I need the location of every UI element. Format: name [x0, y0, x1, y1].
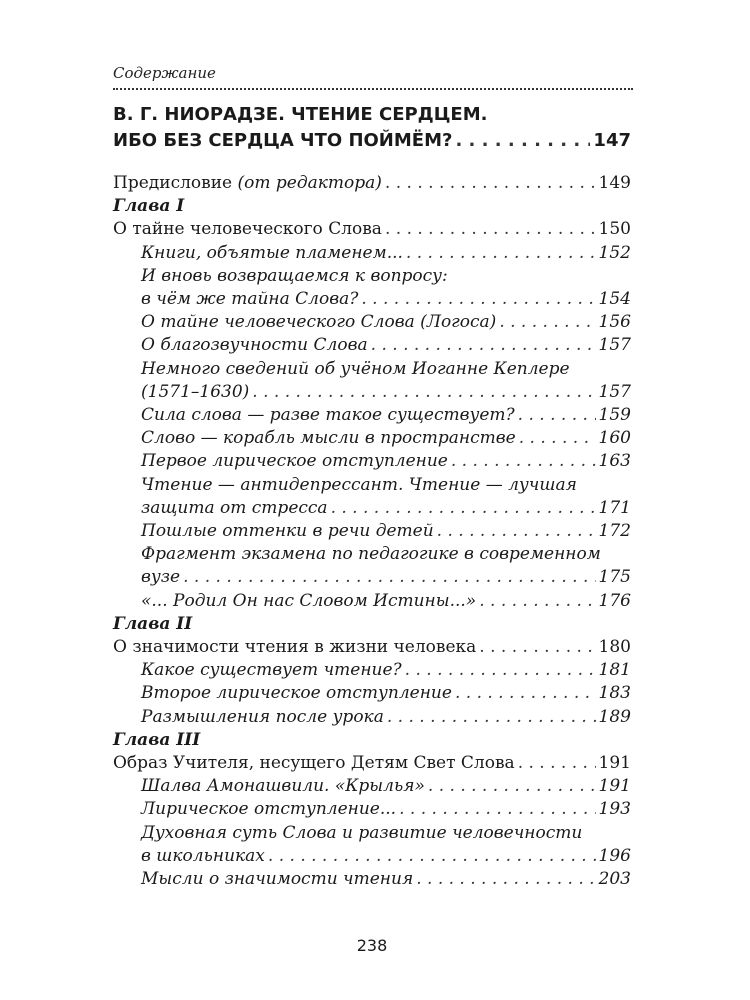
- toc-entry-label: защита от стресса: [141, 497, 328, 518]
- book-page: [113, 0, 631, 1000]
- toc-entry-label: Первое лирическое отступление: [141, 451, 448, 472]
- toc-page-number: 180: [598, 637, 631, 658]
- section-title: [113, 102, 631, 154]
- chapter-heading-2: Глава II: [113, 613, 193, 634]
- leader-dots: [405, 659, 596, 682]
- toc-entry-label: «... Родил Он нас Словом Истины...»: [141, 590, 477, 611]
- toc-subentry[interactable]: [113, 288, 631, 311]
- toc-subentry-first-line[interactable]: Немного сведений об учёном Иоганне Кеплере: [141, 358, 570, 379]
- toc-page-number: 163: [598, 451, 631, 472]
- toc-entry[interactable]: [113, 218, 631, 241]
- toc-subentry[interactable]: [113, 497, 631, 520]
- section-title-line2: ИБО БЕЗ СЕРДЦА ЧТО ПОЙМЁМ?: [113, 130, 453, 151]
- toc-subentry[interactable]: [113, 450, 631, 473]
- leader-dots: [519, 427, 596, 450]
- toc-subentry[interactable]: [113, 798, 631, 821]
- leader-dots: [518, 752, 596, 775]
- toc-entry-label: в школьниках: [141, 845, 265, 866]
- toc-entry-label: О тайне человеческого Слова (Логоса): [141, 312, 497, 333]
- toc-page-number: 150: [598, 219, 631, 240]
- leader-dots: [385, 218, 596, 241]
- page-number: 238: [356, 936, 388, 955]
- toc-subentry-first-line[interactable]: Чтение — антидепрессант. Чтение — лучшая: [141, 474, 577, 495]
- toc-page-number: 189: [598, 706, 631, 727]
- toc-page-number: 152: [598, 242, 631, 263]
- toc-subentry[interactable]: [113, 404, 631, 427]
- toc-entry-label: Слово — корабль мысли в пространстве: [141, 428, 516, 449]
- toc-page-number: 176: [598, 590, 631, 611]
- toc-page-number: 159: [598, 405, 631, 426]
- toc-subentry[interactable]: [113, 845, 631, 868]
- toc-subentry[interactable]: [113, 427, 631, 450]
- toc-page-number: 156: [598, 312, 631, 333]
- leader-dots: [385, 172, 596, 195]
- toc-entry-label: (1571–1630): [141, 381, 250, 402]
- leader-dots: [455, 128, 590, 154]
- toc-entry-label: Предисловие: [113, 173, 238, 193]
- leader-dots: [399, 798, 595, 821]
- leader-dots: [479, 590, 595, 613]
- leader-dots: [416, 868, 595, 891]
- toc-subentry[interactable]: [113, 590, 631, 613]
- toc-entry-label: вузе: [141, 567, 181, 588]
- toc-page-number: 157: [598, 381, 631, 402]
- leader-dots: [518, 404, 596, 427]
- toc-page-number: 160: [598, 428, 631, 449]
- toc-entry-label: Сила слова — разве такое существует?: [141, 405, 515, 426]
- toc-subentry[interactable]: [113, 242, 631, 265]
- toc-page-number: 154: [598, 289, 631, 310]
- table-of-contents: [113, 172, 631, 891]
- toc-entry-label: Книги, объятые пламенем...: [141, 242, 403, 263]
- toc-entry-label: Шалва Амонашвили. «Крылья»: [141, 776, 425, 797]
- leader-dots: [499, 311, 595, 334]
- toc-entry-label: Размышления после урока: [141, 706, 384, 727]
- leader-dots: [428, 775, 596, 798]
- toc-entry-label: Второе лирическое отступление: [141, 683, 452, 704]
- toc-page-number: 157: [598, 335, 631, 356]
- leader-dots: [183, 566, 595, 589]
- toc-entry-note: (от редактора): [237, 173, 382, 193]
- toc-subentry[interactable]: [113, 868, 631, 891]
- toc-entry-label: О значимости чтения в жизни человека: [113, 637, 477, 658]
- leader-dots: [437, 520, 596, 543]
- leader-dots: [387, 706, 596, 729]
- toc-subentry[interactable]: [113, 682, 631, 705]
- running-head: Содержание: [113, 64, 216, 82]
- toc-subentry[interactable]: [113, 381, 631, 404]
- toc-entry[interactable]: [113, 752, 631, 775]
- leader-dots: [451, 450, 596, 473]
- leader-dots: [406, 242, 596, 265]
- toc-page-number: 191: [598, 776, 631, 797]
- toc-page-number: 149: [598, 173, 631, 193]
- toc-subentry[interactable]: [113, 706, 631, 729]
- toc-subentry[interactable]: [113, 334, 631, 357]
- toc-entry-label: Какое существует чтение?: [141, 660, 402, 681]
- toc-subentry[interactable]: [113, 775, 631, 798]
- toc-entry-label: в чём же тайна Слова?: [141, 289, 359, 310]
- toc-subentry[interactable]: [113, 659, 631, 682]
- leader-dots: [331, 497, 596, 520]
- chapter-heading-1: Глава I: [113, 196, 185, 217]
- leader-dots: [455, 682, 596, 705]
- toc-entry-preface[interactable]: [113, 172, 631, 195]
- toc-entry[interactable]: [113, 636, 631, 659]
- toc-subentry-first-line[interactable]: Духовная суть Слова и развитие человечности: [141, 822, 583, 843]
- section-page-number: 147: [593, 130, 631, 151]
- toc-page-number: 203: [598, 869, 631, 890]
- header-dotted-rule: [113, 88, 633, 90]
- toc-subentry-first-line[interactable]: И вновь возвращаемся к вопросу:: [141, 265, 448, 286]
- toc-page-number: 175: [598, 567, 631, 588]
- toc-page-number: 181: [598, 660, 631, 681]
- toc-page-number: 172: [598, 521, 631, 542]
- toc-page-number: 193: [598, 799, 631, 820]
- toc-subentry[interactable]: [113, 311, 631, 334]
- toc-entry-label: Образ Учителя, несущего Детям Свет Слова: [113, 753, 515, 774]
- toc-entry-label: О тайне человеческого Слова: [113, 219, 382, 240]
- toc-subentry[interactable]: [113, 520, 631, 543]
- toc-subentry[interactable]: [113, 566, 631, 589]
- toc-page-number: 196: [598, 845, 631, 866]
- leader-dots: [268, 845, 596, 868]
- toc-entry-label: О благозвучности Слова: [141, 335, 368, 356]
- toc-entry-label: Пошлые оттенки в речи детей: [141, 521, 434, 542]
- toc-entry-label: Лирическое отступление...: [141, 799, 397, 820]
- section-title-line1: В. Г. НИОРАДЗЕ. ЧТЕНИЕ СЕРДЦЕМ.: [113, 104, 488, 125]
- toc-subentry-first-line[interactable]: Фрагмент экзамена по педагогике в современном: [141, 544, 601, 565]
- toc-entry-label: Мысли о значимости чтения: [141, 869, 414, 890]
- leader-dots: [371, 334, 596, 357]
- toc-page-number: 183: [598, 683, 631, 704]
- leader-dots: [252, 381, 595, 404]
- toc-page-number: 171: [598, 497, 631, 518]
- section-title-row: [113, 128, 631, 154]
- toc-page-number: 191: [598, 753, 631, 774]
- leader-dots: [361, 288, 595, 311]
- chapter-heading-3: Глава III: [113, 729, 201, 750]
- leader-dots: [479, 636, 595, 659]
